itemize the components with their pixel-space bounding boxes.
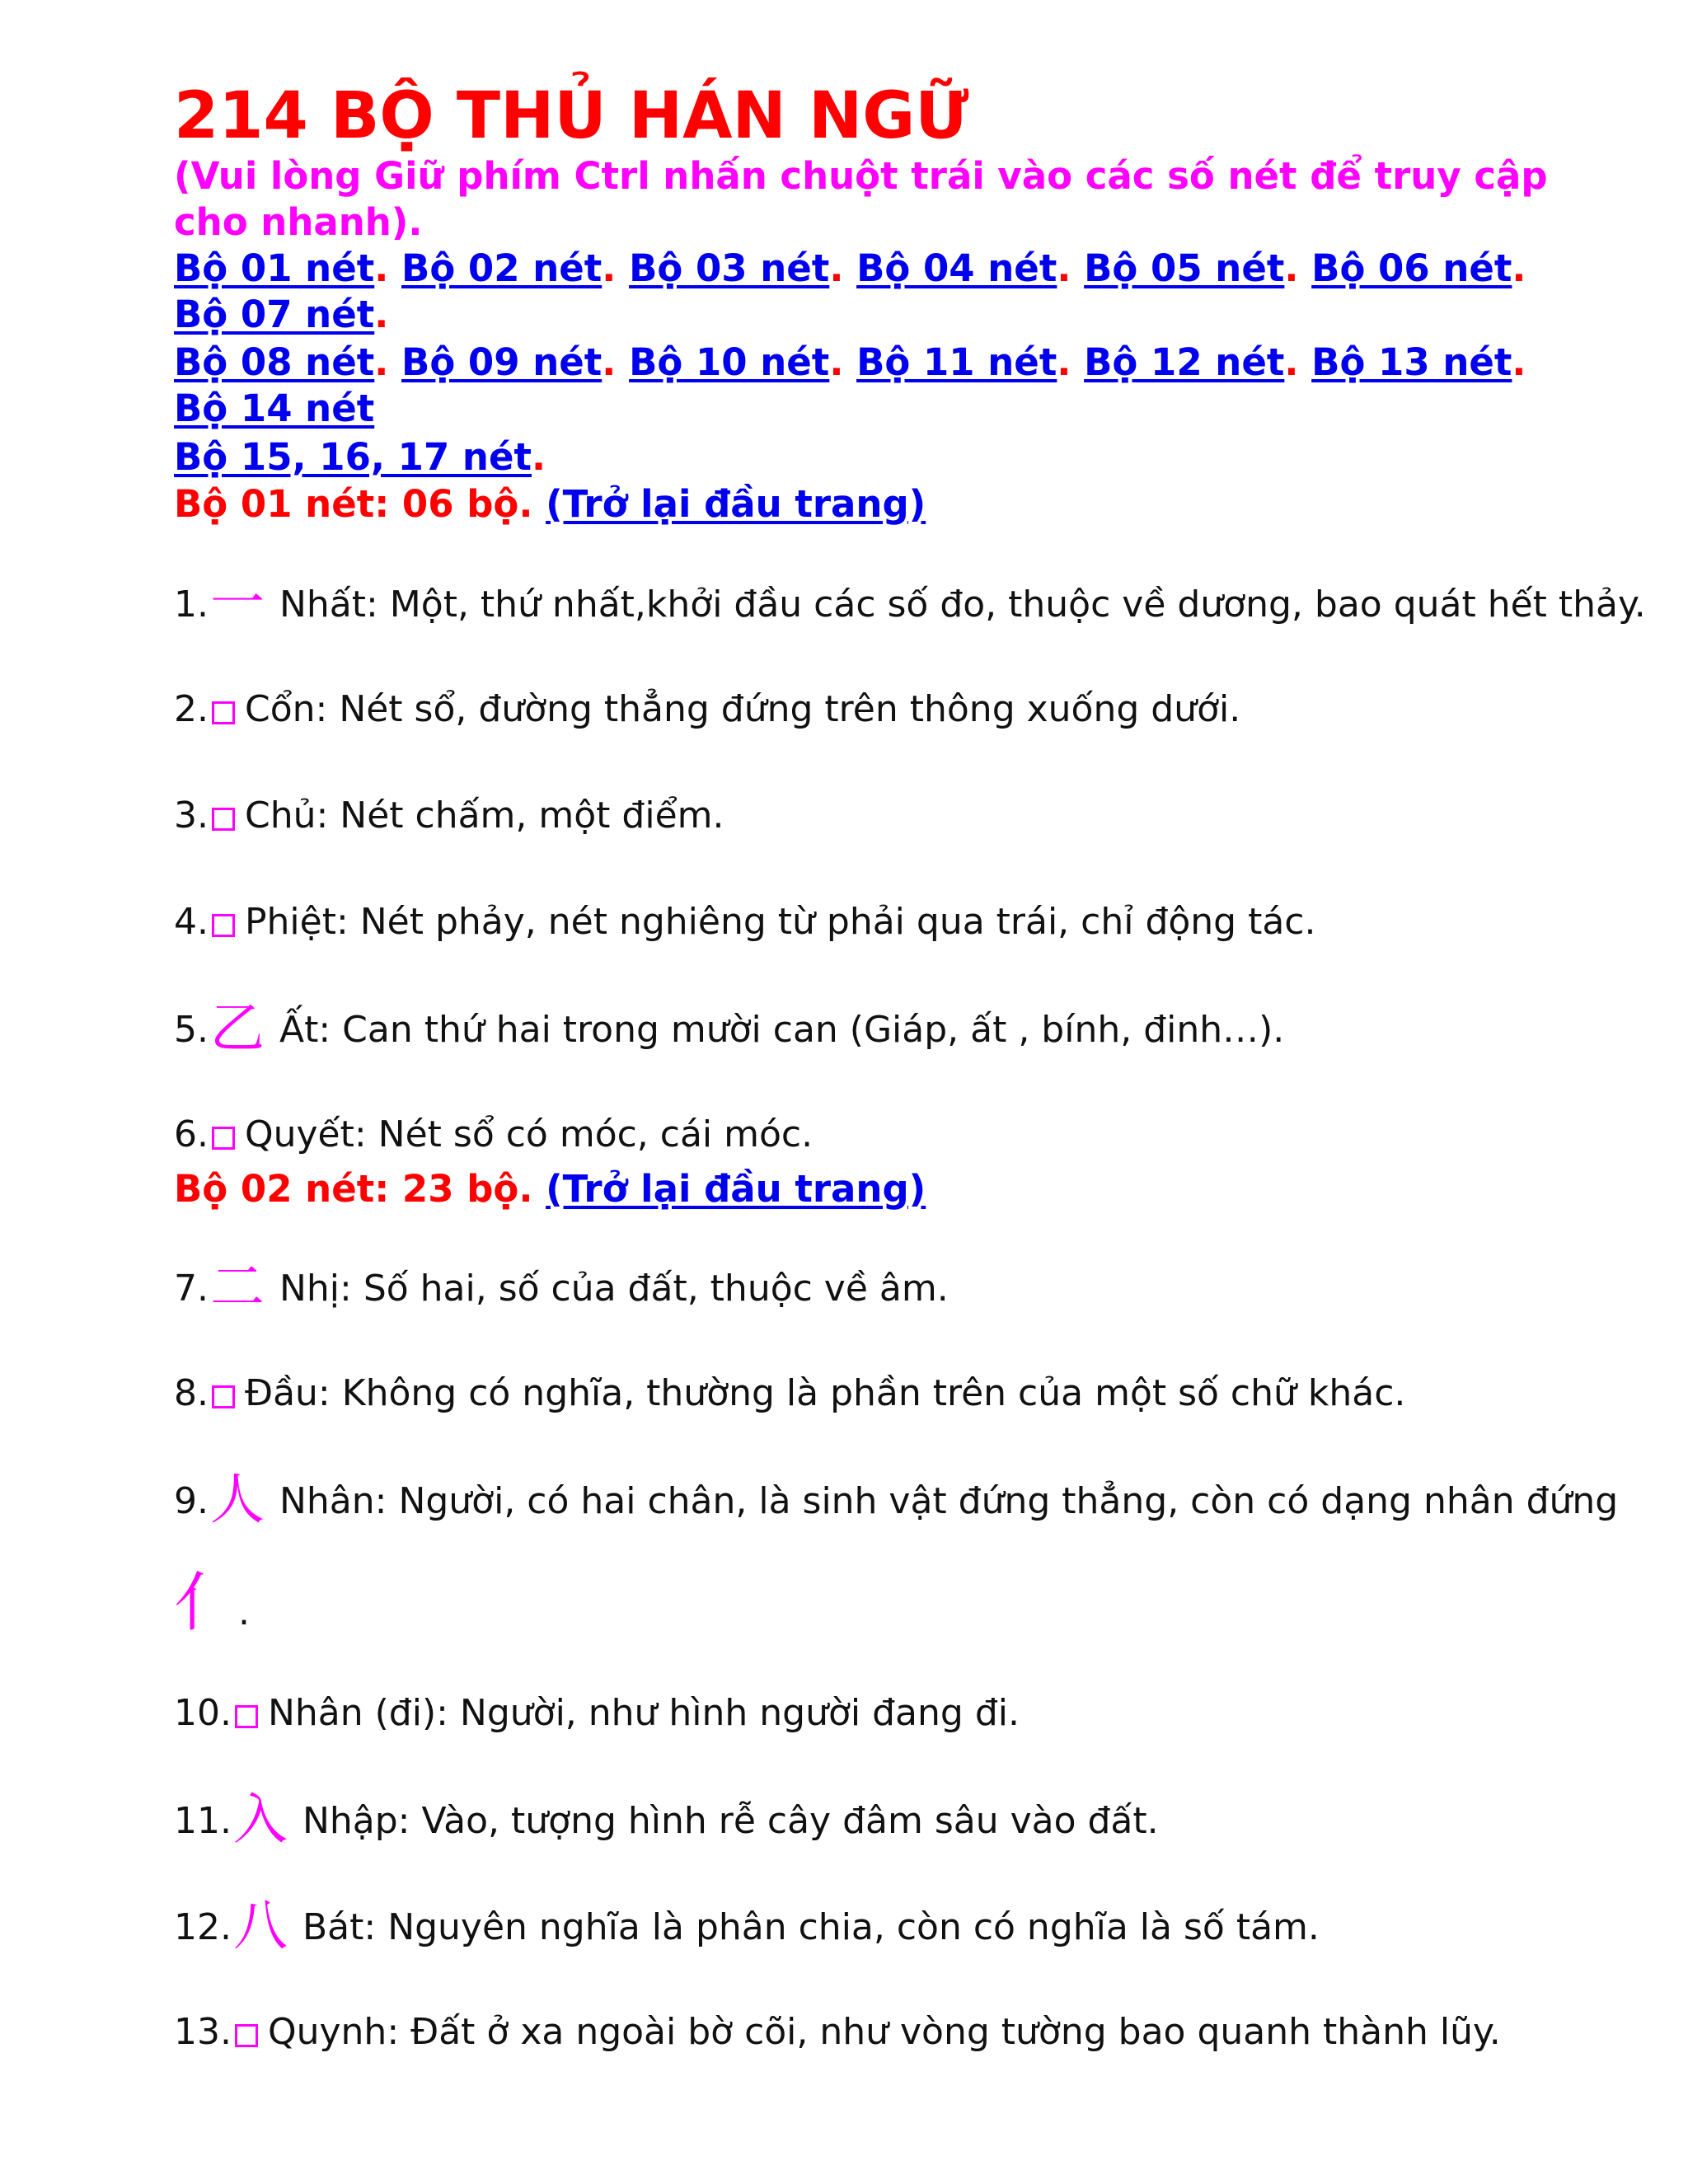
list-item	[174, 790, 724, 842]
radical-glyph: 二	[209, 1255, 265, 1319]
nav-separator: .	[602, 340, 617, 384]
back-to-top-link[interactable]: (Trở lại đầu trang)	[546, 482, 926, 526]
nav-separator: .	[829, 246, 844, 290]
item-text: Quynh: Đất ở xa ngoài bờ cõi, như vòng tường bao quanh thành lũy.	[267, 2011, 1501, 2053]
item-number: 1.	[174, 583, 209, 626]
nav-separator: .	[1284, 340, 1299, 384]
item-number: 2.	[174, 688, 209, 730]
section-title: Bộ 02 nét: 23 bộ.	[174, 1167, 533, 1211]
list-item	[174, 1468, 1619, 1531]
item-number: 12.	[174, 1906, 232, 1948]
nav-link-bo-15-16-17[interactable]: Bộ 15, 16, 17 nét	[174, 435, 532, 479]
item-number: 13.	[174, 2011, 232, 2053]
list-item	[174, 571, 1646, 635]
nav-separator: .	[1057, 246, 1071, 290]
nav-link-bo-05[interactable]: Bộ 05 nét	[1084, 246, 1285, 290]
nav-link-bo-04[interactable]: Bộ 04 nét	[856, 246, 1057, 290]
nav-link-bo-10[interactable]: Bộ 10 nét	[629, 340, 830, 384]
list-item	[174, 1255, 949, 1319]
nav-separator: .	[374, 246, 389, 290]
item-number: 6.	[174, 1113, 209, 1155]
instruction-text: (Vui lòng Giữ phím Ctrl nhấn chuột trái vào các số nét để truy cập cho nhanh).	[174, 154, 1548, 244]
list-item	[174, 996, 1285, 1060]
section-title: Bộ 01 nét: 06 bộ.	[174, 482, 533, 526]
item-number: 4.	[174, 901, 209, 943]
nav-line-1	[174, 246, 1592, 338]
item-text: Nhân: Người, có hai chân, là sinh vật đứng thẳng, còn có dạng nhân đứng	[279, 1480, 1619, 1522]
item-text: Nhất: Một, thứ nhất,khởi đầu các số đo, thuộc về dương, bao quát hết thảy.	[279, 583, 1646, 626]
item-number: 8.	[174, 1372, 209, 1414]
item-text: Phiệt: Nét phảy, nét nghiêng từ phải qua trái, chỉ động tác.	[244, 901, 1316, 943]
item-text: Ất: Can thứ hai trong mười can (Giáp, ất , bính, đinh…).	[279, 1009, 1285, 1051]
list-item	[174, 683, 1240, 736]
item-number: 7.	[174, 1268, 209, 1310]
item-text: Nhị: Số hai, số của đất, thuộc về âm.	[279, 1268, 949, 1310]
radical-glyph: 乙	[209, 996, 265, 1060]
nav-link-bo-06[interactable]: Bộ 06 nét	[1311, 246, 1512, 290]
section-heading-1	[174, 481, 926, 527]
nav-separator: .	[602, 246, 617, 290]
item-text: Nhập: Vào, tượng hình rễ cây đâm sâu vào đất.	[302, 1800, 1159, 1842]
nav-separator: .	[1057, 340, 1071, 384]
missing-glyph-icon	[212, 1127, 235, 1150]
item-number: 10.	[174, 1692, 232, 1734]
missing-glyph-icon	[212, 914, 235, 937]
item-punct: .	[238, 1591, 251, 1633]
missing-glyph-icon	[212, 808, 235, 831]
item-number: 3.	[174, 794, 209, 837]
nav-link-bo-01[interactable]: Bộ 01 nét	[174, 246, 375, 290]
list-item	[174, 1894, 1320, 1957]
list-item	[174, 896, 1316, 949]
page-title: 214 BỘ THỦ HÁN NGỮ	[174, 79, 969, 153]
nav-link-bo-08[interactable]: Bộ 08 nét	[174, 340, 375, 384]
item-number: 9.	[174, 1480, 209, 1522]
item-text: Chủ: Nét chấm, một điểm.	[244, 794, 724, 837]
list-item	[174, 1788, 1159, 1851]
radical-glyph: 人	[209, 1468, 265, 1531]
nav-link-bo-02[interactable]: Bộ 02 nét	[401, 246, 603, 290]
item-number: 5.	[174, 1009, 209, 1051]
radical-glyph: 入	[232, 1788, 288, 1851]
nav-link-bo-07[interactable]: Bộ 07 nét	[174, 293, 375, 336]
list-item	[174, 1687, 1020, 1740]
item-text: Quyết: Nét sổ có móc, cái móc.	[244, 1113, 814, 1155]
item-text: Đầu: Không có nghĩa, thường là phần trên của một số chữ khác.	[244, 1372, 1406, 1414]
nav-link-bo-03[interactable]: Bộ 03 nét	[629, 246, 830, 290]
nav-separator: .	[532, 435, 546, 479]
missing-glyph-icon	[235, 1705, 258, 1728]
radical-variant	[174, 1566, 250, 1650]
nav-link-bo-14[interactable]: Bộ 14 nét	[174, 387, 375, 430]
missing-glyph-icon	[212, 701, 235, 724]
nav-separator: .	[1512, 340, 1526, 384]
radical-glyph: 亻	[174, 1566, 239, 1640]
nav-separator: .	[1284, 246, 1299, 290]
list-item	[174, 1108, 813, 1161]
radical-glyph: 一	[209, 571, 265, 635]
nav-link-bo-13[interactable]: Bộ 13 nét	[1311, 340, 1512, 384]
item-number: 11.	[174, 1800, 232, 1842]
item-text: Bát: Nguyên nghĩa là phân chia, còn có nghĩa là số tám.	[302, 1906, 1320, 1948]
back-to-top-link[interactable]: (Trở lại đầu trang)	[546, 1167, 926, 1211]
nav-link-bo-11[interactable]: Bộ 11 nét	[856, 340, 1057, 384]
nav-line-2	[174, 340, 1592, 432]
missing-glyph-icon	[212, 1385, 235, 1408]
list-item	[174, 1367, 1405, 1420]
nav-separator: .	[1512, 246, 1526, 290]
nav-separator: .	[374, 340, 389, 384]
radical-glyph: 八	[232, 1894, 288, 1957]
nav-link-bo-09[interactable]: Bộ 09 nét	[401, 340, 603, 384]
list-item	[174, 2006, 1501, 2059]
item-text: Cổn: Nét sổ, đường thẳng đứng trên thông xuống dưới.	[244, 688, 1241, 730]
nav-separator: .	[374, 293, 389, 336]
section-heading-2	[174, 1166, 926, 1212]
nav-separator: .	[829, 340, 844, 384]
nav-line-3	[174, 434, 1592, 480]
item-text: Nhân (đi): Người, như hình người đang đi.	[267, 1692, 1020, 1734]
missing-glyph-icon	[235, 2024, 258, 2047]
nav-link-bo-12[interactable]: Bộ 12 nét	[1084, 340, 1285, 384]
